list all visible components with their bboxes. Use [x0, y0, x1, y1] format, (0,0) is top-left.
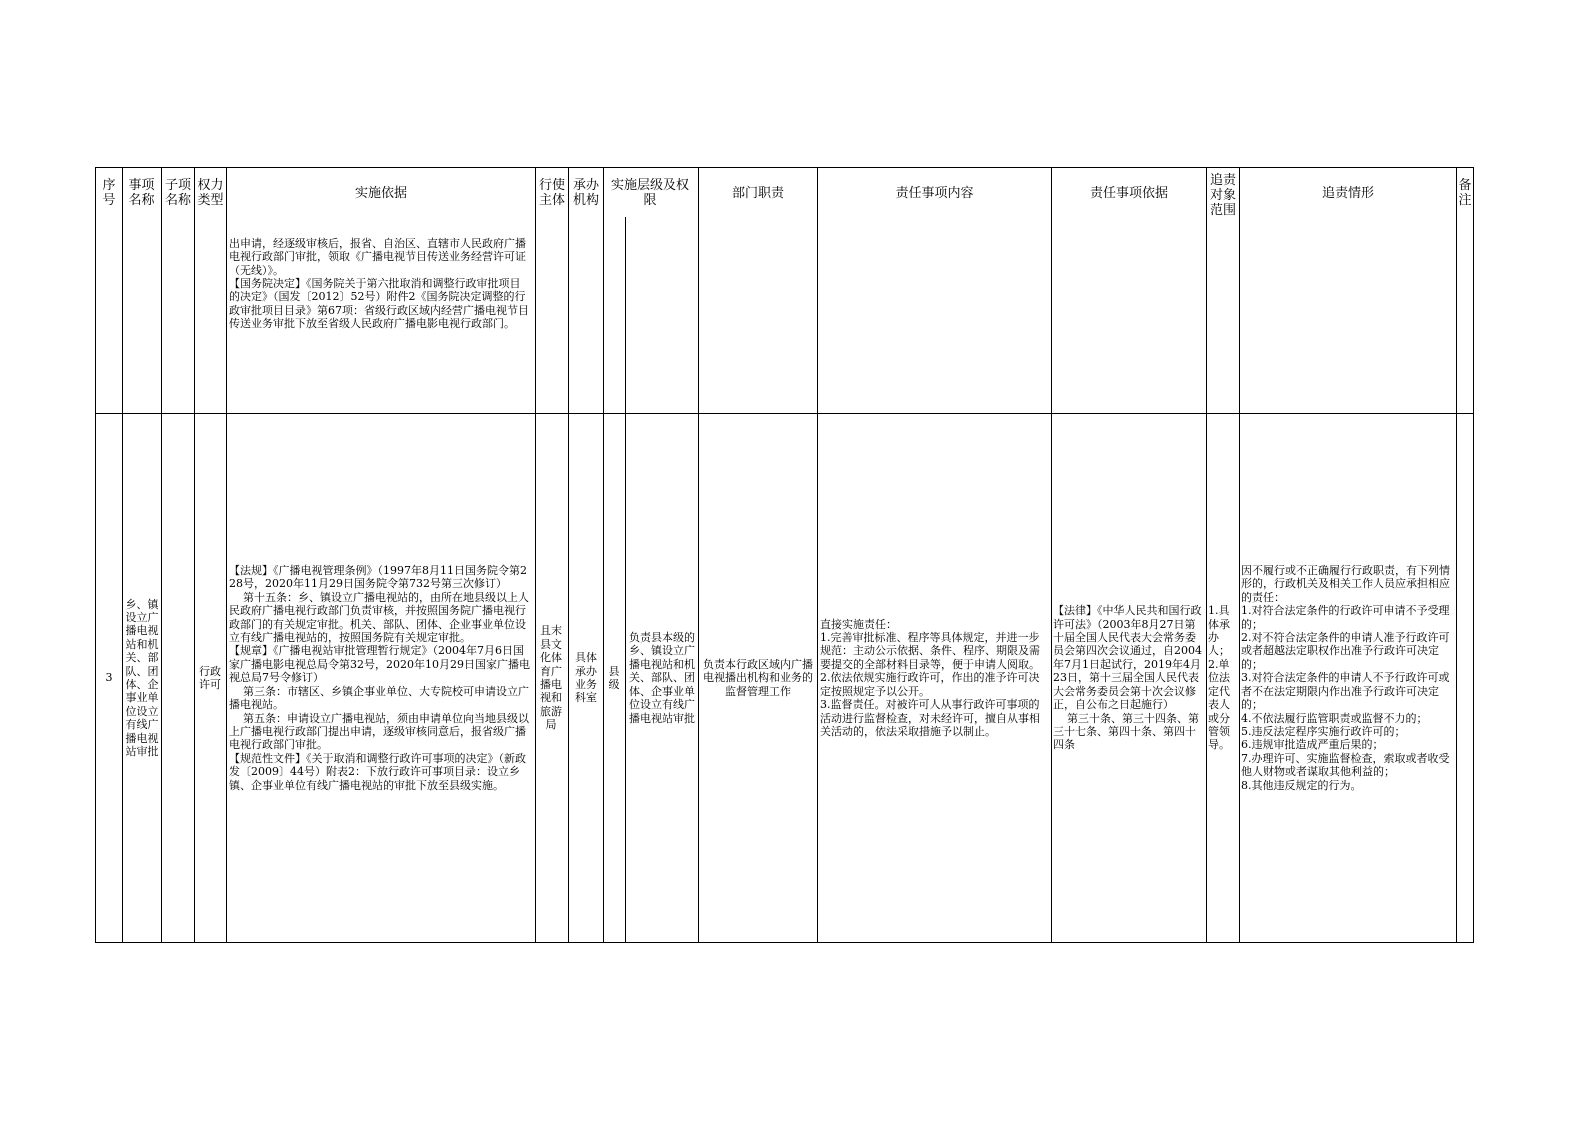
header-item-name: 事项名称: [128, 178, 155, 208]
row3-remark: [1457, 414, 1473, 942]
table-top-border: [95, 167, 1474, 168]
col-border: [603, 167, 604, 943]
header-resp-basis: 责任事项依据: [1089, 185, 1168, 201]
row3-sub-item: [162, 414, 194, 942]
col-border: [625, 217, 626, 943]
row3-level: 县级: [608, 664, 620, 691]
row3-basis-cell: [229, 414, 531, 942]
row3-seq: 3: [105, 671, 113, 685]
col-border: [1051, 167, 1052, 943]
col-border: [1239, 167, 1240, 943]
header-power-type: 权力类型: [197, 178, 224, 208]
row3-accountability-cell: [1241, 414, 1453, 942]
header-basis: 实施依据: [354, 185, 407, 201]
col-border: [226, 167, 227, 943]
header-subject: 行使主体: [538, 178, 565, 208]
row3-power-type: 行政许可: [199, 664, 221, 691]
header-resp-content: 责任事项内容: [895, 185, 974, 201]
row3-accountability: 因不履行或不正确履行行政职责，有下列情形的，行政机关及相关工作人员应承担相应的责任： 1.对符合法定条件的行政许可申请不予受理的； 2.对不符合法定条件的申请人准予行政许可或者超越法定职权作出准予行政许可决定的； 3.对符合法定条件的申请人不予行政许可或者不在法定期限内作出准予行政许可决定的； 4.不依法履行监管职责或监督不力的； 5.违反法定程序实施行政许可的； 6.违规审批造成严重后果的； 7.办理许可、实施监督检查，索取或者收受他人财物或者谋取其他利益的； 8.其他违反规定的行为。: [1241, 564, 1450, 792]
col-border: [568, 167, 569, 943]
header-level: 实施层级及权限: [610, 178, 689, 208]
row3-resp-basis-cell: [1053, 414, 1205, 942]
col-border: [535, 167, 536, 943]
row3-basis: 【法规】《广播电视管理条例》（1997年8月11日国务院令第228号，2020年11月29日国务院令第732号第三次修订） 第十五条：乡、镇设立广播电视站的，由所在地县级以上人民政府广播电视行政部门负责审核，并按照国务院广播电视行政部门的有关规定审批。机关、部队、团体、企业事业单位设立有线广播电视站的，按照国务院有关规定审批。 【规章】《广播电视站审批管理暂行规定》（2004年7月6日国家广播电影电视总局令第32号，2020年10月29日国家广播电视总局7号令修订） 第三条：市辖区、乡镇企事业单位、大专院校可申请设立广播电视站。 第五条：申请设立广播电视站，须由申请单位向当地县级以上广播电视行政部门提出申请，逐级审核同意后，报省级广播电视行政部门审批。 【规范性文件】《关于取消和调整行政许可事项的决定》（新政发〔2009〕44号）附表2：下放行政许可事项目录：设立乡镇、企事业单位有线广播电视站的审批下放至县级实施。: [229, 564, 530, 792]
col-border: [1473, 167, 1474, 943]
table-bottom-border: [95, 942, 1474, 943]
row3-resp-content-cell: [820, 414, 1048, 942]
row3-subject: 且末县文化体育广播电视和旅游局: [540, 624, 562, 732]
col-border: [1206, 167, 1207, 943]
header-sub-item: 子项名称: [164, 178, 191, 208]
col-border: [698, 167, 699, 943]
row3-duty: 负责本行政区域内广播电视播出机构和业务的监督管理工作: [703, 657, 813, 698]
header-seq: 序号: [102, 178, 116, 208]
row3-agency: 具体承办业务科室: [575, 651, 597, 705]
continued-basis-cell: [229, 215, 529, 375]
responsibility-table: [95, 167, 1474, 952]
header-accountability: 追责情形: [1321, 185, 1374, 201]
row3-resp-basis: 【法律】《中华人民共和国行政许可法》（2003年8月27日第十届全国人民代表大会常务委员会第四次会议通过，自2004年7月1日起试行，2019年4月23日，第十三届全国人民代表大会常务委员会第十次会议修正，自公布之日起施行） 第三十条、第三十四条、第三十七条、第四十条、第四十四条: [1053, 604, 1202, 752]
col-border: [817, 167, 818, 943]
header-accountable-scope: 追责对象范围: [1209, 172, 1236, 218]
header-agency: 承办机构: [572, 178, 599, 208]
row3-accountable-scope-cell: [1208, 414, 1238, 942]
row3-accountable-scope: 1.具体承办人； 2.单位法定代表人或分管领导。: [1208, 604, 1230, 752]
header-duty: 部门职责: [731, 185, 784, 201]
col-border: [194, 167, 195, 943]
row3-item-name: 乡、镇设立广播电视站和机关、部队、团体、企事业单位设立有线广播电视站审批: [125, 597, 159, 759]
row3-resp-content: 直接实施责任： 1.完善审批标准、程序等具体规定，并进一步规范：主动公示依据、条件、程序、期限及需要提交的全部材料目录等，便于申请人阅取。 2.依法依规实施行政许可，作出的准予许可决定按照规定予以公开。 3.监督责任。对被许可人从事行政许可事项的活动进行监督检查，对未经许可，擅自从事相关活动的，依法采取措施予以制止。: [820, 617, 1040, 738]
continued-basis-text: 出申请，经逐级审核后，报省、自治区、直辖市人民政府广播电视行政部门审批，领取《广播电视节目传送业务经营许可证（无线）》。 【国务院决定】《国务院关于第六批取消和调整行政审批项目的决定》（国发〔2012〕52号）附件2《国务院决定调整的行政审批项目目录》第67项：省级行政区域内经营广播电视节目传送业务审批下放至省级人民政府广播电影电视行政部门。: [229, 236, 529, 331]
row3-level-scope: 负责县本级的乡、镇设立广播电视站和机关、部队、团体、企事业单位设立有线广播电视站审批: [629, 631, 695, 725]
header-remark: 备注: [1458, 178, 1472, 208]
